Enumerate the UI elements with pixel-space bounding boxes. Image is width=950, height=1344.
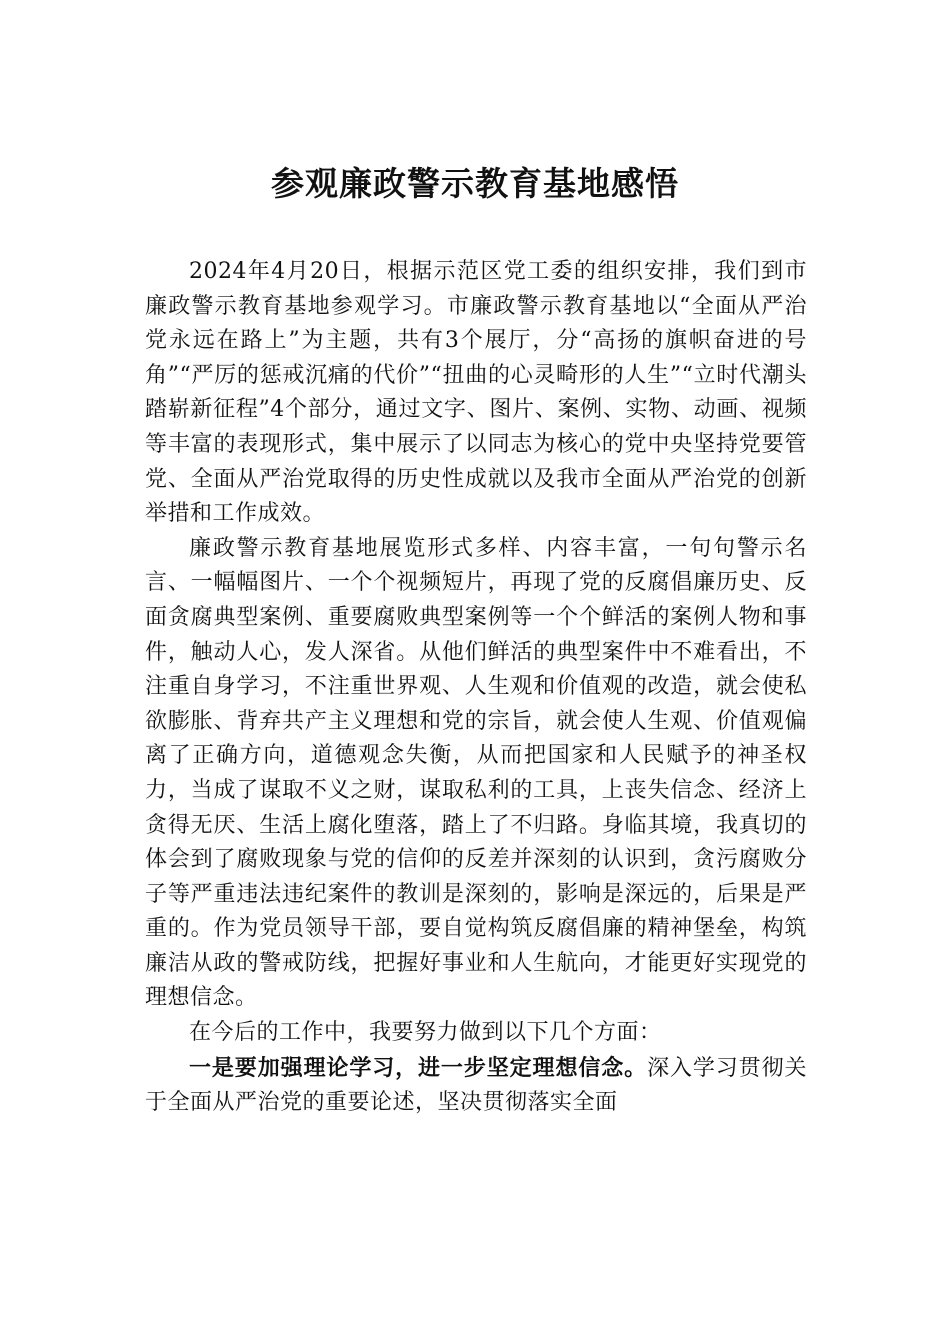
paragraph-intro-points: 在今后的工作中，我要努力做到以下几个方面：: [189, 1020, 662, 1046]
paragraph-reflection: 廉政警示教育基地展览形式多样、内容丰富，一句句警示名言、一幅幅图片、一个个视频短片，再现了党的反腐倡廉历史、反面贪腐典型案例、重要腐败典型案例等一个个鲜活的案例人物和事件，触动人心，发人深省。从他们鲜活的典型案件中不难看出，不注重自身学习，不注重世界观、人生观和价值观的改造，就会使私欲膨胀、背弃共产主义理想和党的宗旨，就会使人生观、价值观偏离了正确方向，道德观念失衡，从而把国家和人民赋予的神圣权力，当成了谋取不义之财，谋取私利的工具，上丧失信念、经济上贪得无厌、生活上腐化堕落，踏上了不归路。身临其境，我真切的体会到了腐败现象与党的信仰的反差并深刻的认识到，贪污腐败分子等严重违法违纪案件的教训是深刻的，影响是深远的，后果是严重的。作为党员领导干部，要自觉构筑反腐倡廉的精神堡垒，构筑廉洁从政的警戒防线，把握好事业和人生航向，才能更好实现党的理想信念。: [145, 535, 807, 1011]
page-title: 参观廉政警示教育基地感悟: [271, 164, 679, 203]
point-one-text: 深入学习贯彻关于全面从严治党的重要论述，坚决贯彻落实全面: [145, 1055, 807, 1116]
point-one-heading: 一是要加强理论学习，进一步坚定理想信念。: [189, 1054, 648, 1081]
document-body: [145, 255, 807, 1121]
paragraph-point-one: [145, 1051, 807, 1121]
paragraph-visit: 2024年4月20日，根据示范区党工委的组织安排，我们到市廉政警示教育基地参观学习。市廉政警示教育基地以“全面从严治党永远在路上”为主题，共有3个展厅，分“高扬的旗帜奋进的号角”“严厉的惩戒沉痛的代价”“扭曲的心灵畸形的人生”“立时代潮头踏崭新征程”4个部分，通过文字、图片、案例、实物、动画、视频等丰富的表现形式，集中展示了以同志为核心的党中央坚持党要管党、全面从严治党取得的历史性成就以及我市全面从严治党的创新举措和工作成效。: [145, 259, 808, 527]
